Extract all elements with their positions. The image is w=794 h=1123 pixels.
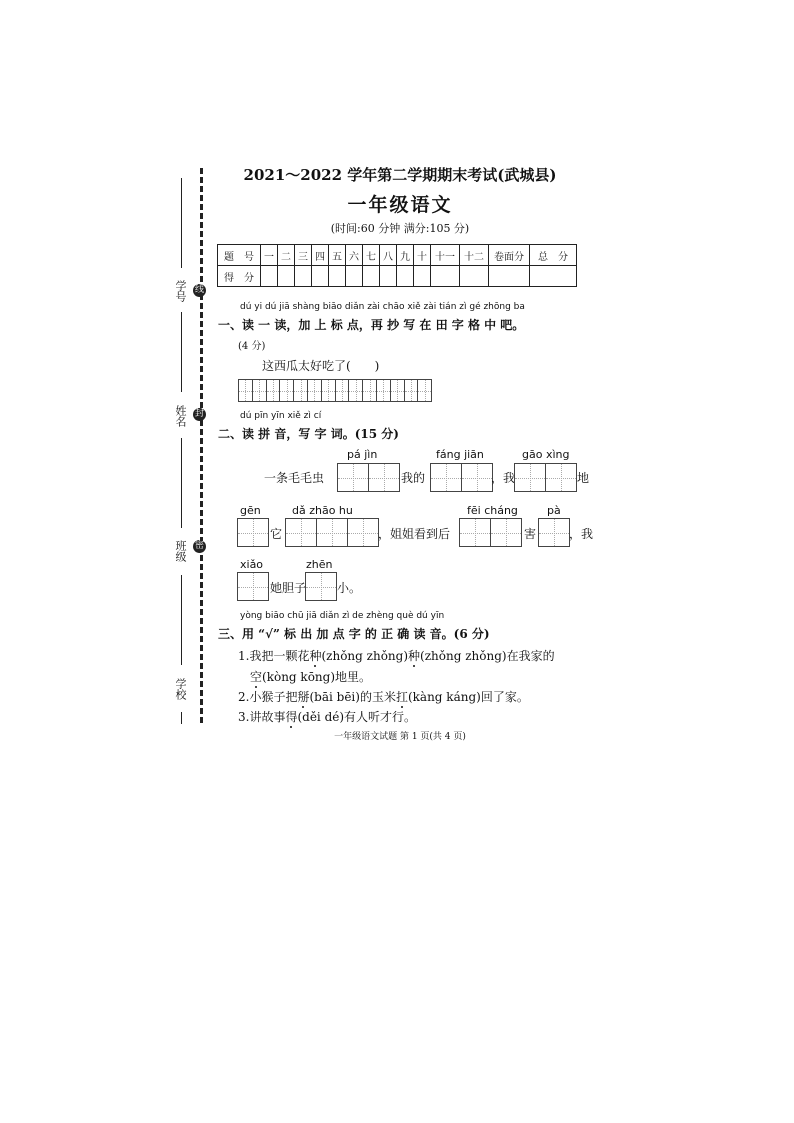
score-header-cell: 五 — [329, 245, 346, 266]
score-header-cell: 题 号 — [218, 245, 261, 266]
tianzige-cell[interactable] — [430, 463, 462, 492]
tianzige-cell[interactable] — [237, 572, 269, 601]
tianzige-cell[interactable] — [237, 518, 269, 547]
tianzige-cell[interactable] — [279, 379, 294, 402]
seal-dashed-line — [200, 168, 203, 723]
score-header-cell: 四 — [312, 245, 329, 266]
q1-heading: 一、读 一 读，加 上 标 点，再 抄 写 在 田 字 格 中 吧。 — [218, 318, 525, 332]
tianzige-cell[interactable] — [238, 379, 253, 402]
score-input-cell[interactable] — [278, 266, 295, 287]
score-header-cell: 一 — [261, 245, 278, 266]
score-input-cell[interactable] — [312, 266, 329, 287]
q3-item1-dotted-char-2: 种 — [408, 649, 421, 663]
q2-line2-pinyin-feichang: fēi cháng — [467, 504, 518, 517]
tianzige-cell[interactable] — [390, 379, 405, 402]
exam-title: 2021～2022 学年第二学期期末考试(武城县) — [243, 166, 557, 184]
tianzige-cell[interactable] — [266, 379, 281, 402]
score-table — [217, 244, 577, 287]
q1-pinyin: dú yi dú jiā shàng biāo diǎn zài chāo xiě zài tián zì gé zhōng ba — [240, 302, 525, 312]
q3-item3 — [238, 708, 416, 725]
q3-item2-dotted-char-1: 掰 — [297, 690, 310, 704]
q2-line3-pinyin-xiao: xiǎo — [240, 558, 264, 571]
tianzige-cell[interactable] — [293, 379, 308, 402]
score-header-cell: 二 — [278, 245, 295, 266]
score-input-cell[interactable] — [346, 266, 363, 287]
score-header-cell: 十二 — [460, 245, 489, 266]
seal-mark-line: 线 — [194, 285, 204, 295]
score-header-cell: 六 — [346, 245, 363, 266]
q2-line1-pinyin-pajin: pá jìn — [347, 448, 378, 461]
margin-label-student-id: 学号 — [174, 280, 187, 302]
q3-item2-options-1[interactable]: (bāi bēi)的玉米 — [309, 690, 396, 704]
score-row-label: 得 分 — [218, 266, 261, 287]
q2-line1-text1: 一条毛毛虫 — [264, 471, 325, 485]
tianzige-cell[interactable] — [376, 379, 391, 402]
margin-line — [181, 178, 182, 268]
q2-line2-pinyin-pa: pà — [547, 504, 561, 517]
score-input-cell[interactable] — [489, 266, 530, 287]
score-input-cell[interactable] — [431, 266, 460, 287]
q2-line1-text3: ，我 — [491, 471, 516, 485]
score-input-cell[interactable] — [329, 266, 346, 287]
margin-label-school: 学校 — [174, 678, 187, 700]
margin-label-name: 姓名 — [174, 405, 187, 427]
q2-answer-box-fangjian[interactable] — [430, 463, 493, 492]
score-input-cell[interactable] — [397, 266, 414, 287]
q3-item1-options-1[interactable]: (zhǒng zhǒng) — [321, 649, 409, 663]
margin-line — [181, 712, 182, 724]
q2-line2-pinyin-dazhaohu: dǎ zhāo hu — [292, 504, 353, 517]
score-header-cell: 十 — [414, 245, 431, 266]
q3-item3-options-1[interactable]: (děi dé)有人听才行。 — [297, 710, 417, 724]
page-footer: 一年级语文试题 第 1 页(共 4 页) — [334, 732, 466, 742]
score-input-cell[interactable] — [295, 266, 312, 287]
q2-pinyin: dú pīn yīn xiě zì cí — [240, 411, 322, 421]
score-input-cell[interactable] — [460, 266, 489, 287]
q2-answer-box-xiao[interactable] — [237, 572, 269, 601]
q2-answer-box-pajin[interactable] — [337, 463, 400, 492]
q3-item1-dotted-char-3: 空 — [250, 670, 263, 684]
q2-line1-pinyin-gaoxing: gāo xìng — [522, 448, 570, 461]
tianzige-cell[interactable] — [285, 518, 317, 547]
score-header-cell: 七 — [363, 245, 380, 266]
tianzige-cell[interactable] — [362, 379, 377, 402]
tianzige-cell[interactable] — [347, 518, 379, 547]
tianzige-cell[interactable] — [545, 463, 577, 492]
q3-item2 — [238, 688, 529, 705]
tianzige-cell[interactable] — [321, 379, 336, 402]
q2-line3-pinyin-zhen: zhēn — [306, 558, 333, 571]
subject-title: 一年级语文 — [347, 194, 453, 216]
tianzige-cell[interactable] — [305, 572, 337, 601]
score-input-cell[interactable] — [261, 266, 278, 287]
q2-answer-box-dazhaohu[interactable] — [285, 518, 379, 547]
q3-item1-text-a: 1.我把一颗花 — [238, 649, 310, 663]
q2-line2-text4: ，我 — [569, 527, 594, 541]
q3-pinyin: yòng biāo chū jiā diǎn zì de zhèng què dú yīn — [240, 611, 445, 621]
tianzige-cell[interactable] — [538, 518, 570, 547]
q2-line1-text4: 地 — [577, 471, 590, 485]
score-input-cell[interactable] — [380, 266, 397, 287]
score-header-cell: 十一 — [431, 245, 460, 266]
score-header-cell: 三 — [295, 245, 312, 266]
tianzige-cell[interactable] — [337, 463, 369, 492]
q2-answer-box-pa[interactable] — [538, 518, 570, 547]
q3-item2-options-2[interactable]: (kàng káng)回了家。 — [407, 690, 529, 704]
q2-line1-text2: 我的 — [401, 471, 426, 485]
q3-item1-line2 — [250, 668, 371, 685]
q3-item2-text-a: 2.小猴子把 — [238, 690, 298, 704]
q3-item1 — [238, 647, 555, 664]
margin-line — [181, 438, 182, 528]
tianzige-cell[interactable] — [348, 379, 363, 402]
score-input-cell[interactable] — [363, 266, 380, 287]
exam-meta: (时间:60 分钟 满分:105 分) — [330, 222, 470, 235]
margin-line — [181, 312, 182, 392]
q2-answer-box-gen[interactable] — [237, 518, 269, 547]
tianzige-cell[interactable] — [459, 518, 491, 547]
margin-line — [181, 575, 182, 665]
score-header-cell: 总 分 — [530, 245, 577, 266]
q1-points: (4 分) — [238, 341, 266, 352]
q2-line2-pinyin-gen: gēn — [240, 504, 261, 517]
q2-line1-pinyin-fangjian: fáng jiān — [436, 448, 484, 461]
q3-item1-options-3[interactable]: (kòng kōng)地里。 — [262, 670, 372, 684]
seal-mark-seal: 封 — [194, 409, 204, 419]
seal-mark-secret: 密 — [194, 541, 204, 551]
score-table-score-row — [218, 266, 577, 287]
q2-answer-box-gaoxing[interactable] — [514, 463, 577, 492]
score-input-cell[interactable] — [530, 266, 577, 287]
tianzige-cell[interactable] — [514, 463, 546, 492]
tianzige-cell[interactable] — [252, 379, 267, 402]
q2-answer-box-zhen[interactable] — [305, 572, 337, 601]
q2-line3-text2: 小。 — [337, 581, 362, 595]
q3-item1-dotted-char-1: 种 — [309, 649, 322, 663]
tianzige-cell[interactable] — [404, 379, 419, 402]
q3-heading: 三、用 “√” 标 出 加 点 字 的 正 确 读 音。(6 分) — [218, 627, 490, 641]
q2-line2-text3: 害 — [524, 527, 537, 541]
score-input-cell[interactable] — [414, 266, 431, 287]
q2-line3-text1: 她胆子 — [270, 581, 307, 595]
score-table-header-row — [218, 245, 577, 266]
tianzige-cell[interactable] — [368, 463, 400, 492]
tianzige-cell[interactable] — [490, 518, 522, 547]
tianzige-cell[interactable] — [417, 379, 432, 402]
tianzige-cell[interactable] — [316, 518, 348, 547]
q3-item2-dotted-char-2: 扛 — [395, 690, 408, 704]
q2-line2-text1: 它 — [270, 527, 283, 541]
q3-item1-options-2[interactable]: (zhǒng zhǒng)在我家的 — [420, 649, 555, 663]
q2-line2-text2: ，姐姐看到后 — [378, 527, 451, 541]
tianzige-cell[interactable] — [461, 463, 493, 492]
q1-sentence: 这西瓜太好吃了( ) — [262, 359, 380, 373]
q1-tianzige-grid[interactable] — [238, 379, 432, 402]
score-header-cell: 八 — [380, 245, 397, 266]
score-header-cell: 九 — [397, 245, 414, 266]
q2-heading: 二、读 拼 音，写 字 词。(15 分) — [218, 427, 399, 441]
tianzige-cell[interactable] — [335, 379, 350, 402]
tianzige-cell[interactable] — [307, 379, 322, 402]
score-header-cell: 卷面分 — [489, 245, 530, 266]
margin-label-class: 班级 — [174, 540, 187, 562]
q2-answer-box-feichang[interactable] — [459, 518, 522, 547]
q3-item3-text-a: 3.讲故事 — [238, 710, 286, 724]
q3-item3-dotted-char-1: 得 — [285, 710, 298, 724]
